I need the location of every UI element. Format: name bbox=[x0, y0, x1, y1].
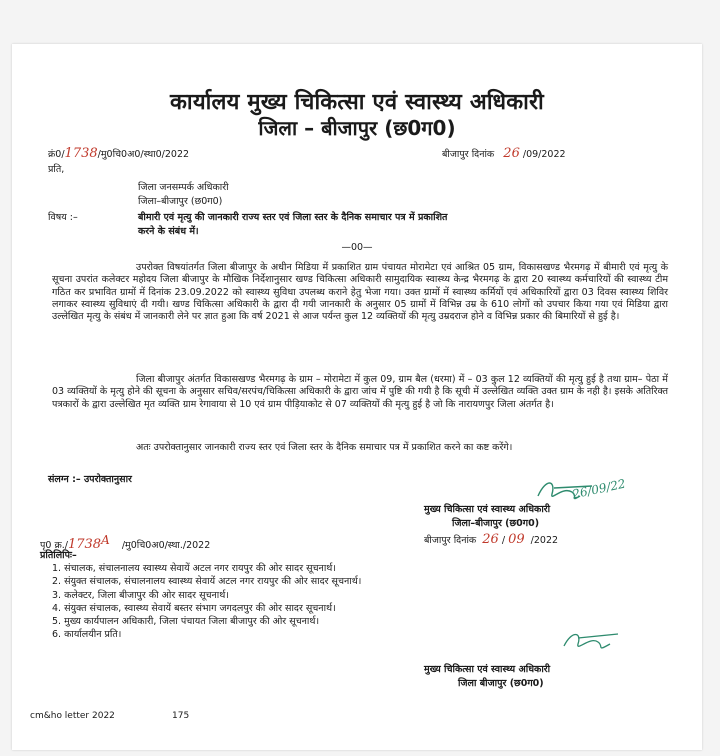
place-date-label: बीजापुर दिनांक bbox=[442, 149, 495, 160]
date-handwritten: 26 bbox=[503, 146, 520, 161]
endorsement-month: 09 bbox=[508, 532, 525, 547]
reference-date bbox=[442, 148, 566, 161]
list-item: 1. संचालक, संचालनालय स्वास्थ्य सेवायें अटल नगर रायपुर की ओर सादर सूचनार्थ। bbox=[52, 563, 336, 574]
addressee-line2: जिला–बीजापुर (छ0ग0) bbox=[138, 196, 223, 207]
footer-file-name: cm&ho letter 2022 bbox=[30, 711, 115, 721]
officer-district-2: जिला बीजापुर (छ0ग0) bbox=[458, 678, 544, 689]
endorsement-suffix: /मु0चि0अ0/स्था./2022 bbox=[121, 540, 211, 552]
body-paragraph-3: अतः उपरोक्तानुसार जानकारी राज्य स्तर एवं जिला स्तर के दैनिक समाचार पत्र में प्रकाशित करने का कष्ट करेंगे। bbox=[136, 442, 513, 453]
copy-list bbox=[52, 562, 361, 642]
body-paragraph-1: उपरोक्त विषयांतर्गत जिला बीजापुर के अधीन मिडिया में प्रकाशित ग्राम पंचायत मोरामेटा एवं आश्रित 05 ग्राम, विकासखण्ड भैरमगढ़ में बीमारी एवं मृत्यु के सूचना उपरांत कलेक्टर महोदय जिला बीजापुर के मौखिक निर्देशानुसार खण्ड चिकित्सा अधिकारी सामुदायिक स्वास्थ्य केन्द्र भैरमगढ़ के द्वारा 20 स्वास्थ्य कर्मचारियों की स्वास्थ्य टीम गठित कर प्रभावित ग्रामों में दिनांक 23.09.2022 को स्वास्थ्य सुविधा उपलब्ध कराने हेतु भेजा गया। उक्त ग्रामों में स्वास्थ्य कर्मियों एवं अधिकारियों द्वारा 03 दिवस स्वास्थ्य शिविर लगाकर स्वास्थ्य सुविधाएं दी गयी। खण्ड चिकित्सा अधिकारी के द्वारा दी गयी जानकारी के अनुसार 05 ग्रामों में विभिन्न उम्र के 610 लोगों को उपचार किया गया एवं मिडिया द्वारा उल्लेखित मृत्यु के संबंध में जानकारी लेने पर ज्ञात हुआ कि वर्ष 2021 से आज पर्यन्त कुल 12 व्यक्तियों की मृत्यु उम्रदराज होने व विभिन्न प्रकार की बिमारियों से हुई है। bbox=[52, 262, 668, 323]
endorsement-day: 26 bbox=[482, 532, 499, 547]
endorsement-number-mark: A bbox=[101, 533, 110, 547]
list-item: 3. कलेक्टर, जिला बीजापुर की ओर सादर सूचनार्थ। bbox=[52, 589, 229, 601]
subject-line1: बीमारी एवं मृत्यु की जानकारी राज्य स्तर एवं जिला स्तर के दैनिक समाचार पत्र में प्रकाशित bbox=[138, 212, 448, 223]
list-item: 4. संयुक्त संचालक, स्वास्थ्य सेवायें बस्तर संभाग जगदलपुर की ओर सादर सूचनार्थ। bbox=[52, 602, 336, 614]
endorsement-year: /2022 bbox=[530, 535, 559, 546]
body-paragraph-2: जिला बीजापुर अंतर्गत विकासखण्ड भैरमगढ़ के ग्राम – मोरामेटा में कुल 09, ग्राम बैल (धरमा) में – 03 कुल 12 व्यक्तियों की मृत्यु हुई है तथा ग्राम– पेठा में 03 व्यक्तियों के मृत्यु होने की सूचना के अनुसार सचिव/सरपंच/चिकित्सा अधिकारी के द्वारा जांच में पुष्टि की गयी है कि सूची में उल्लेखित व्यक्ति उक्त ग्राम के नही है। इसके अतिरिक्त पत्रकारों के द्वारा उल्लेखित मृत व्यक्ति ग्राम रेगावाया से 10 एवं ग्राम पीड़ियाकोट से 07 व्यक्तियों की मृत्यु हुई है जो कि नारायणपुर जिला अंतर्गत है। bbox=[52, 374, 668, 410]
reference-prefix: क्रं0/ bbox=[48, 149, 65, 160]
reference-suffix: /मु0चि0अ0/स्था0/2022 bbox=[97, 149, 190, 160]
date-printed: /09/2022 bbox=[522, 149, 566, 160]
separator: —00— bbox=[341, 242, 373, 253]
footer-number: 175 bbox=[172, 711, 190, 721]
endorsement-number-handwritten: 1738 bbox=[67, 537, 102, 553]
enclosure: संलग्न :– उपरोक्तानुसार bbox=[48, 474, 132, 485]
signature-date: 26/09/22 bbox=[571, 476, 627, 502]
subject-line2: करने के संबंध में। bbox=[138, 226, 199, 237]
office-title: कार्यालय मुख्य चिकित्सा एवं स्वास्थ्य अधिकारी bbox=[170, 90, 544, 115]
addressee-line1: जिला जनसम्पर्क अधिकारी bbox=[138, 182, 229, 193]
district-title: जिला – बीजापुर (छ0ग0) bbox=[258, 116, 456, 140]
list-item: 5. मुख्य कार्यपालन अधिकारी, जिला पंचायत जिला बीजापुर की ओर सूचनार्थ। bbox=[52, 616, 320, 628]
officer-title-1: मुख्य चिकित्सा एवं स्वास्थ्य अधिकारी bbox=[424, 504, 551, 515]
list-item: 6. कार्यालयीन प्रति। bbox=[52, 629, 122, 641]
list-item: 2. संयुक्त संचालक, संचालनालय स्वास्थ्य सेवायें अटल नगर रायपुर की ओर सादर सूचनार्थ। bbox=[52, 576, 362, 588]
subject-label: विषय :– bbox=[48, 212, 78, 223]
copy-to-label: प्रति, bbox=[48, 164, 65, 175]
reference-line bbox=[48, 148, 189, 161]
copies-label: प्रतिलिपिः– bbox=[40, 550, 77, 561]
endorsement-date-label: बीजापुर दिनांक bbox=[424, 535, 477, 546]
endorsement-date: बीजापुर दिनांक 26 / 09 /2022 bbox=[424, 532, 559, 547]
officer-district-1: जिला–बीजापुर (छ0ग0) bbox=[452, 518, 540, 529]
reference-number-handwritten: 1738 bbox=[64, 146, 98, 161]
endorsement-prefix: पृ0 क्र./ bbox=[40, 540, 68, 552]
letter-page bbox=[12, 44, 702, 750]
signature-scribble-2 bbox=[560, 626, 630, 656]
officer-title-2: मुख्य चिकित्सा एवं स्वास्थ्य अधिकारी bbox=[424, 664, 551, 675]
